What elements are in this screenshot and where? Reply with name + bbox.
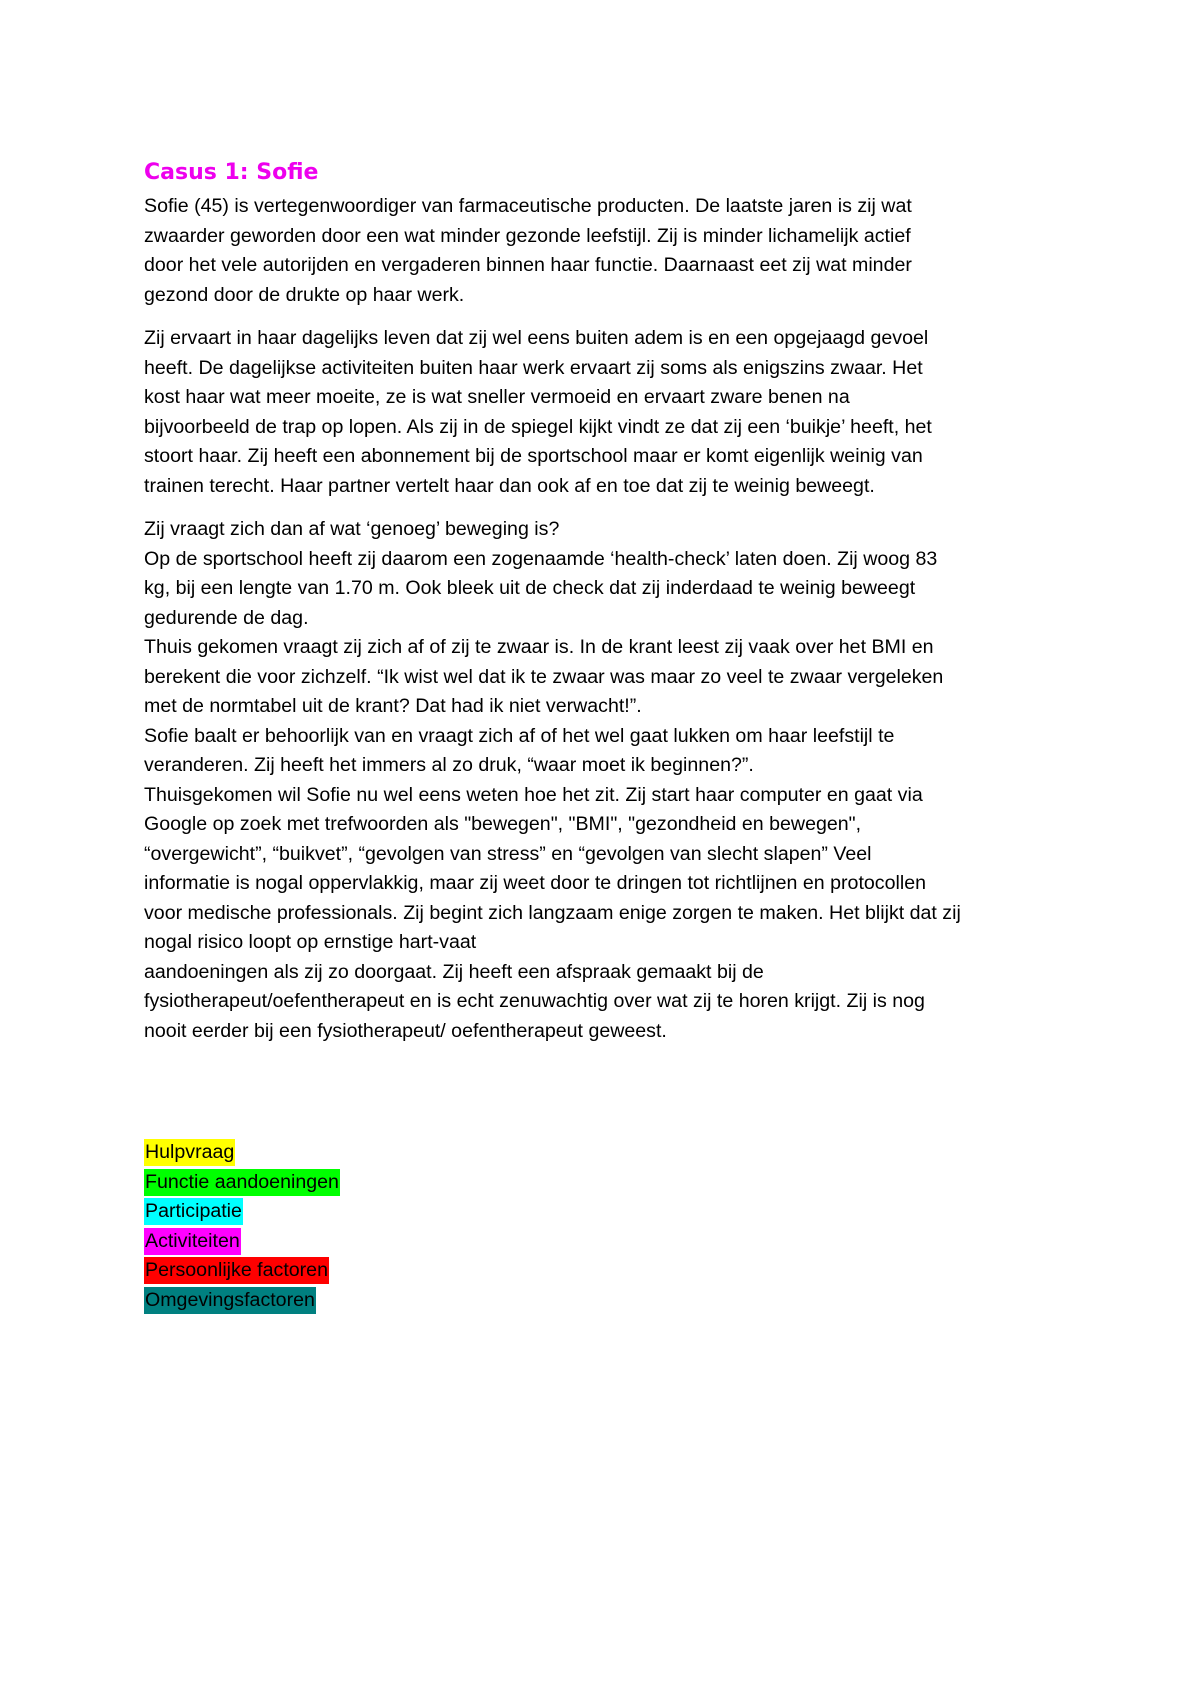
text-line: zwaarder geworden door een wat minder gezonde leefstijl. Zij is minder lichamelijk actief bbox=[144, 224, 911, 247]
text-line: aandoeningen als zij zo doorgaat. Zij heeft een afspraak gemaakt bij de bbox=[144, 960, 764, 983]
text-line: Thuis gekomen vraagt zij zich af of zij te zwaar is. In de krant leest zij vaak over het BMI en bbox=[144, 636, 934, 658]
legend-label: Functie aandoeningen bbox=[144, 1169, 340, 1196]
text-line: Sofie baalt er behoorlijk van en vraagt zich af of het wel gaat lukken om haar leefstijl te bbox=[144, 724, 895, 747]
legend-item-hulpvraag bbox=[144, 1138, 340, 1168]
text-line: met de normtabel uit de krant? Dat had ik niet verwacht!”. bbox=[144, 695, 642, 717]
legend-label: Participatie bbox=[144, 1198, 243, 1225]
text-line: informatie is nogal oppervlakkig, maar zij weet door te dringen tot richtlijnen en protocollen bbox=[144, 872, 926, 894]
text-line: berekent die voor zichzelf. “Ik wist wel dat ik te zwaar was maar zo veel te zwaar vergeleken bbox=[144, 665, 944, 688]
text-line: Zij vraagt zich dan af wat ‘genoeg’ beweging is? bbox=[144, 518, 560, 540]
paragraph-daily-life bbox=[144, 324, 1074, 501]
paragraph-health-check bbox=[144, 515, 1074, 1046]
text-line: voor medische professionals. Zij begint zich langzaam enige zorgen te maken. Het blijkt dat zij bbox=[144, 901, 961, 924]
text-line: Zij ervaart in haar dagelijks leven dat zij wel eens buiten adem is en een opgejaagd gevoel bbox=[144, 327, 929, 349]
legend-item-participatie bbox=[144, 1197, 340, 1227]
text-line: Sofie (45) is vertegenwoordiger van farmaceutische producten. De laatste jaren is zij wat bbox=[144, 195, 912, 217]
text-line: Thuisgekomen wil Sofie nu wel eens weten hoe het zit. Zij start haar computer en gaat via bbox=[144, 783, 923, 806]
legend-label: Omgevingsfactoren bbox=[144, 1287, 316, 1314]
text-line: bijvoorbeeld de trap op lopen. Als zij in de spiegel kijkt vindt ze dat zij een ‘buikje’ heeft, het bbox=[144, 415, 932, 438]
text-line: veranderen. Zij heeft het immers al zo druk, “waar moet ik beginnen?”. bbox=[144, 754, 754, 776]
text-line: heeft. De dagelijkse activiteiten buiten haar werk ervaart zij soms als enigszins zwaar. Het bbox=[144, 356, 923, 379]
legend-item-omgevingsfactoren bbox=[144, 1286, 340, 1316]
paragraph-intro bbox=[144, 192, 1074, 310]
document-body bbox=[144, 158, 1074, 1060]
legend-label: Persoonlijke factoren bbox=[144, 1257, 329, 1284]
legend-item-activiteiten bbox=[144, 1227, 340, 1257]
text-line: nooit eerder bij een fysiotherapeut/ oefentherapeut geweest. bbox=[144, 1019, 667, 1042]
legend-label: Activiteiten bbox=[144, 1228, 241, 1255]
text-line: gedurende de dag. bbox=[144, 606, 309, 629]
text-line: stoort haar. Zij heeft een abonnement bij de sportschool maar er komt eigenlijk weinig van bbox=[144, 445, 923, 467]
legend-label: Hulpvraag bbox=[144, 1139, 235, 1166]
text-line: “overgewicht”, “buikvet”, “gevolgen van stress” en “gevolgen van slecht slapen” Veel bbox=[144, 842, 872, 865]
legend-item-functie-aandoeningen bbox=[144, 1168, 340, 1198]
text-line: door het vele autorijden en vergaderen binnen haar functie. Daarnaast eet zij wat minder bbox=[144, 254, 912, 276]
text-line: kg, bij een lengte van 1.70 m. Ook bleek uit de check dat zij inderdaad te weinig beweegt bbox=[144, 577, 916, 599]
text-line: fysiotherapeut/oefentherapeut en is echt zenuwachtig over wat zij te horen krijgt. Zij is nog bbox=[144, 990, 925, 1012]
text-line: nogal risico loopt op ernstige hart-vaat bbox=[144, 931, 477, 953]
document-title: Casus 1: Sofie bbox=[144, 160, 319, 185]
text-line: gezond door de drukte op haar werk. bbox=[144, 283, 465, 306]
color-legend bbox=[144, 1138, 340, 1315]
text-line: trainen terecht. Haar partner vertelt haar dan ook af en toe dat zij te weinig beweegt. bbox=[144, 474, 875, 497]
text-line: Google op zoek met trefwoorden als "bewegen", "BMI", "gezondheid en bewegen", bbox=[144, 813, 862, 835]
text-line: kost haar wat meer moeite, ze is wat sneller vermoeid en ervaart zware benen na bbox=[144, 386, 850, 408]
legend-item-persoonlijke-factoren bbox=[144, 1256, 340, 1286]
text-line: Op de sportschool heeft zij daarom een zogenaamde ‘health-check’ laten doen. Zij woog 83 bbox=[144, 547, 938, 570]
